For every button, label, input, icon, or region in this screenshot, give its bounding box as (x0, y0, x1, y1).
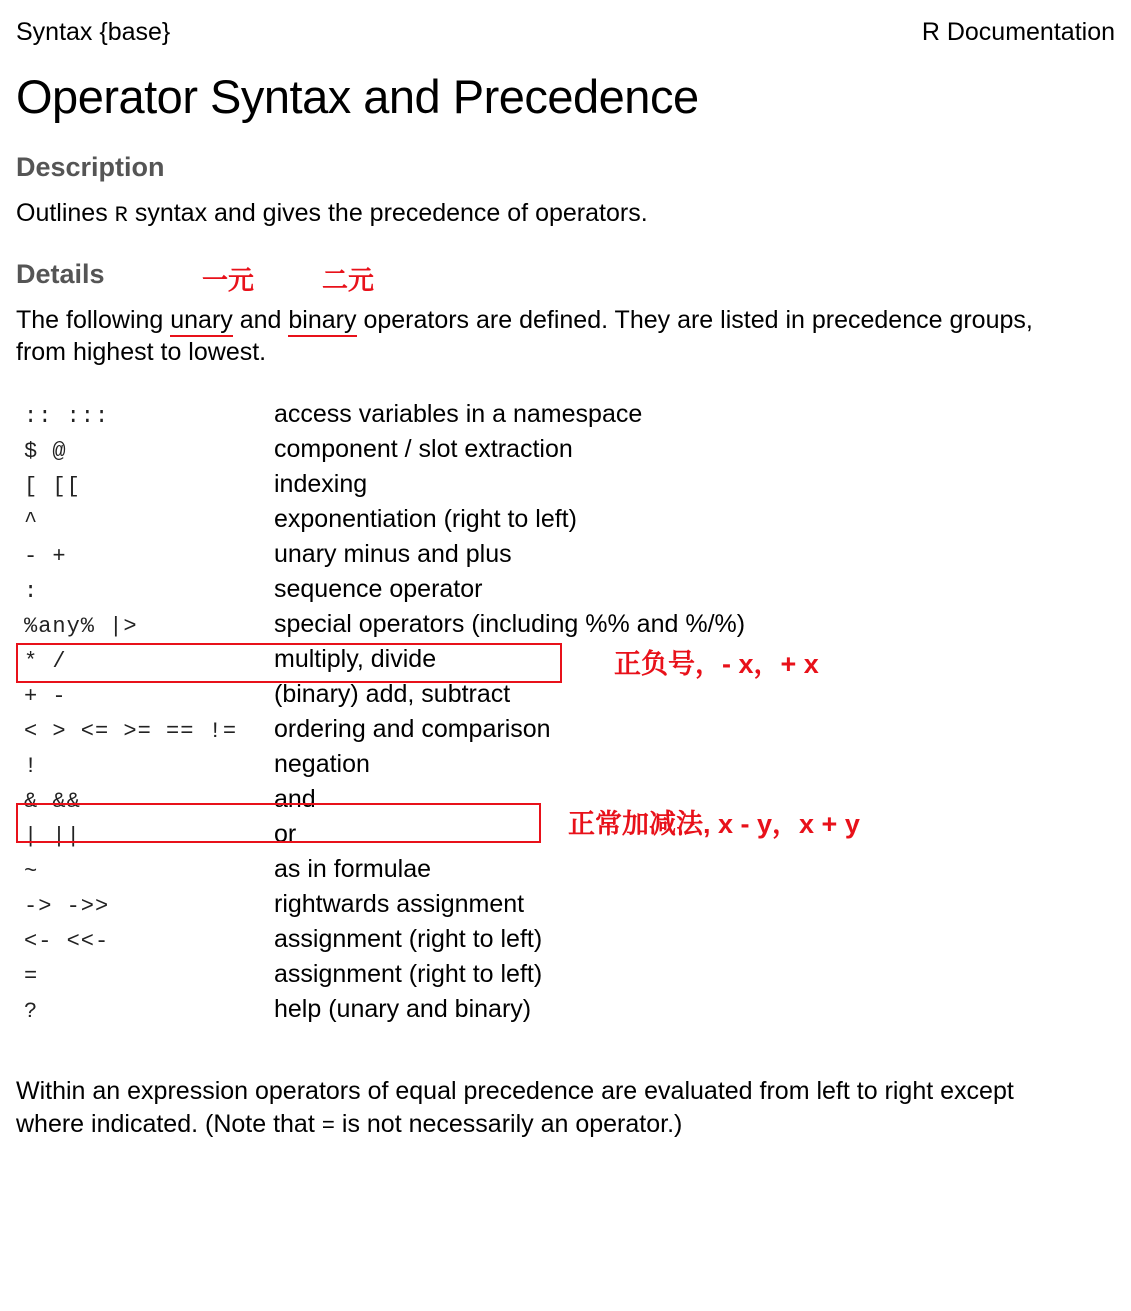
operator-description: indexing (274, 469, 368, 498)
table-row (16, 572, 1115, 607)
operator-symbols: ~ (24, 858, 39, 884)
operator-symbols: | || (24, 823, 81, 849)
annotation-binary-chinese: 二元 (322, 264, 375, 295)
operator-symbols: <- <<- (24, 928, 110, 954)
annotation-binary-side: 正常加减法, x - y，x + y (568, 809, 860, 839)
details-intro-part3: operators are defined. They are listed in precedence groups, (356, 305, 1033, 334)
table-row (16, 992, 1115, 1027)
operator-description: (binary) add, subtract (274, 679, 511, 708)
details-intro-line2: from highest to lowest. (16, 338, 267, 367)
operator-description: and (274, 784, 316, 813)
operator-symbols: + - (24, 683, 67, 709)
operator-description: special operators (including %% and %/%) (274, 609, 746, 638)
table-row (16, 782, 1115, 817)
table-row (16, 887, 1115, 922)
operator-description: as in formulae (274, 854, 432, 883)
operator-symbols: %any% |> (24, 613, 138, 639)
details-intro-unary-word: unary (170, 306, 233, 337)
details-intro-part1: The following (16, 305, 171, 334)
operator-symbols: & && (24, 788, 81, 814)
operator-symbols: ^ (24, 508, 39, 534)
table-row (16, 432, 1115, 467)
closing-line2-before: where indicated. (Note that (16, 1110, 322, 1139)
operator-symbols: < > <= >= == != (24, 718, 238, 744)
table-row (16, 607, 1115, 642)
inline-code-r: R (114, 203, 128, 228)
operator-description: component / slot extraction (274, 434, 573, 463)
operator-description: ordering and comparison (274, 714, 551, 743)
annotation-unary-side: 正负号，- x，+ x (614, 649, 819, 679)
operator-symbols: -> ->> (24, 893, 110, 919)
operator-table-body (16, 397, 1115, 1027)
header-doc-source: R Documentation (921, 18, 1115, 46)
table-row (16, 852, 1115, 887)
table-row (16, 537, 1115, 572)
closing-line1: Within an expression operators of equal precedence are evaluated from left to right except (16, 1076, 1014, 1105)
operator-description: help (unary and binary) (274, 994, 532, 1023)
closing-line2-after: is not necessarily an operator.) (334, 1110, 683, 1139)
table-row (16, 747, 1115, 782)
operator-symbols: $ @ (24, 438, 67, 464)
section-heading-description: Description (16, 152, 165, 182)
section-heading-details: Details (16, 258, 105, 289)
details-intro-binary-word: binary (288, 306, 356, 337)
operator-description: access variables in a namespace (274, 399, 643, 428)
table-row (16, 502, 1115, 537)
table-row (16, 922, 1115, 957)
operator-description: multiply, divide (274, 644, 437, 673)
page-title: Operator Syntax and Precedence (16, 70, 699, 123)
operator-symbols: * / (24, 648, 67, 674)
operator-description: assignment (right to left) (274, 959, 543, 988)
operator-description: unary minus and plus (274, 539, 512, 568)
table-row (16, 397, 1115, 432)
description-text-before: Outlines (16, 199, 115, 227)
description-paragraph (16, 197, 1115, 231)
table-row (16, 957, 1115, 992)
details-intro-part2: and (232, 305, 289, 334)
operator-symbols: : (24, 578, 39, 604)
table-row (16, 642, 1115, 677)
table-row (16, 712, 1115, 747)
operator-description: negation (274, 749, 370, 778)
operator-symbols: ? (24, 998, 39, 1024)
document-header (16, 18, 1115, 47)
operator-description: sequence operator (274, 574, 483, 603)
table-row (16, 467, 1115, 502)
operator-description: or (274, 819, 297, 848)
description-text-after: syntax and gives the precedence of operators. (127, 199, 648, 227)
operator-symbols: - + (24, 543, 67, 569)
operator-precedence-table (16, 397, 1115, 1027)
operator-description: rightwards assignment (274, 889, 525, 918)
operator-description: assignment (right to left) (274, 924, 543, 953)
operator-symbols: [ [[ (24, 473, 81, 499)
operator-description: exponentiation (right to left) (274, 504, 577, 533)
table-row (16, 817, 1115, 852)
header-package-title: Syntax {base} (16, 18, 171, 46)
closing-inline-code: = (321, 1114, 335, 1140)
operator-symbols: :: ::: (24, 403, 110, 429)
closing-paragraph (16, 1075, 1115, 1143)
table-row (16, 677, 1115, 712)
operator-symbols: ! (24, 753, 39, 779)
annotation-unary-chinese: 一元 (202, 264, 255, 295)
operator-symbols: = (24, 963, 39, 989)
